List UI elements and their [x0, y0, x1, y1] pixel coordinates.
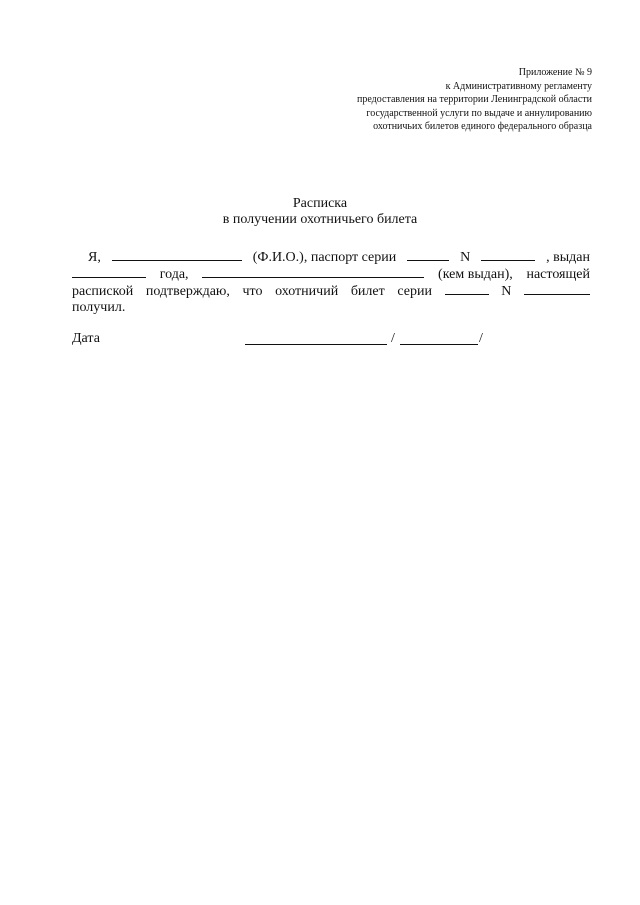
issued-by-label: (кем выдан),: [438, 267, 513, 282]
slash-separator: /: [479, 331, 483, 346]
signature-row: [72, 330, 492, 350]
passport-number-blank[interactable]: [481, 248, 535, 261]
issued-by-blank[interactable]: [202, 265, 424, 278]
body-word: распиской: [72, 284, 134, 299]
signature-blank[interactable]: [245, 332, 387, 345]
appendix-header-line: предоставления на территории Ленинградской области: [357, 94, 592, 105]
appendix-header-line: к Административному регламенту: [445, 80, 592, 92]
ticket-series-blank[interactable]: [445, 282, 489, 295]
issue-date-blank[interactable]: [72, 265, 146, 278]
year-label: года,: [159, 267, 189, 282]
body-line-1: [72, 248, 590, 265]
appendix-header-line: охотничьих билетов единого федерального образца: [373, 121, 592, 132]
number-label: N: [460, 250, 471, 265]
received-text: получил.: [72, 300, 126, 315]
passport-series-blank[interactable]: [407, 248, 449, 261]
body-word: охотничий: [275, 284, 339, 299]
fio-blank[interactable]: [112, 248, 242, 261]
title-line-subject: в получении охотничьего билета: [222, 212, 418, 227]
number-label: N: [501, 284, 512, 299]
document-title: [0, 196, 640, 228]
signature-name-blank[interactable]: [400, 332, 478, 345]
receipt-body: [72, 248, 590, 316]
body-line-4: [72, 299, 590, 316]
body-line-2: [72, 265, 590, 282]
body-line-3: [72, 282, 590, 299]
appendix-header-line: государственной услуги по выдаче и аннулированию: [366, 107, 592, 119]
present-label: настоящей: [526, 267, 590, 282]
appendix-header: [272, 66, 592, 134]
fio-passport-label: (Ф.И.О.), паспорт серии: [252, 250, 397, 265]
pronoun-text: Я,: [88, 250, 101, 265]
body-word: что: [242, 284, 263, 299]
body-word: серии: [397, 284, 432, 299]
body-word: подтверждаю,: [145, 284, 230, 299]
body-word: билет: [350, 284, 385, 299]
ticket-number-blank[interactable]: [524, 282, 590, 295]
title-line-receipt: Расписка: [292, 196, 348, 211]
issued-label: , выдан: [546, 250, 590, 265]
appendix-header-line: Приложение № 9: [518, 67, 592, 78]
date-label: Дата: [72, 331, 100, 346]
slash-separator: /: [391, 331, 395, 346]
